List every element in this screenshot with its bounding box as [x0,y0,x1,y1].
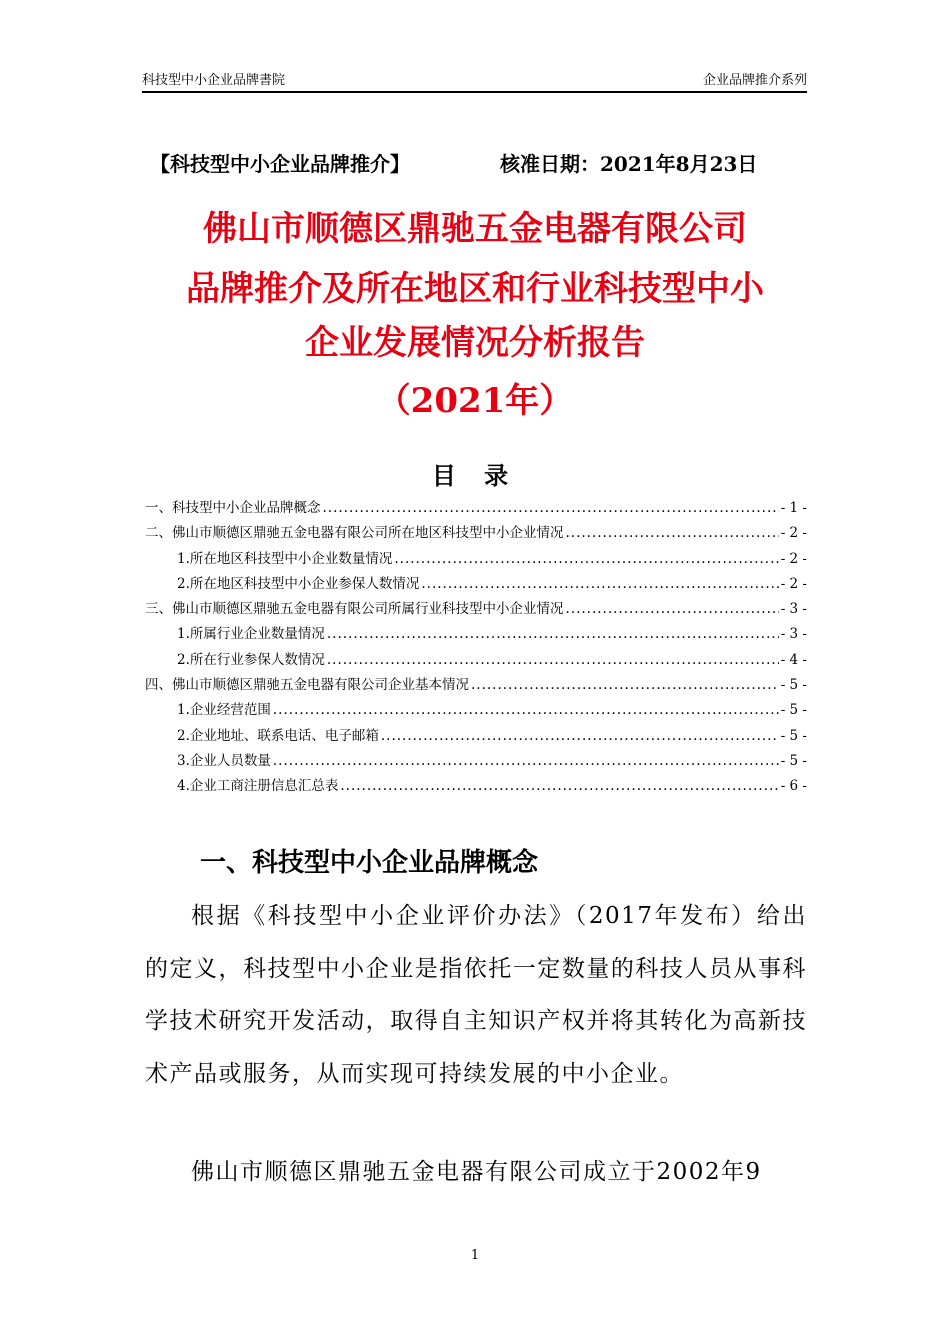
body-paragraph: 佛山市顺德区鼎驰五金电器有限公司成立于2002年9 [191,1159,762,1185]
toc-item[interactable]: 一、科技型中小企业品牌概念 ..... - 1 - [145,496,807,521]
toc-leader [323,500,779,516]
category-label: 【科技型中小企业品牌推介】 [150,152,410,176]
toc-leader [327,652,779,668]
toc-leader [566,601,779,617]
toc-leader [394,551,778,567]
toc-leader [471,677,779,693]
toc-item[interactable]: 1.企业经营范围 ..... - 5 - [145,698,807,723]
toc-item[interactable]: 2.所在地区科技型中小企业参保人数情况 ..... - 2 - [145,572,807,597]
toc-leader [273,753,779,769]
toc-item[interactable]: 3.企业人员数量 ..... - 5 - [145,749,807,774]
toc-leader [327,626,779,642]
header-right: 企业品牌推介系列 [702,73,807,88]
toc-item[interactable]: 三、佛山市顺德区鼎驰五金电器有限公司所属行业科技型中小企业情况 ..... - 3 - [145,597,807,622]
toc-item[interactable]: 2.所在行业参保人数情况 ..... - 4 - [145,648,807,673]
toc-item[interactable]: 2.企业地址、联系电话、电子邮箱 ..... - 5 - [145,724,807,749]
toc-item[interactable]: 1.所属行业企业数量情况 ..... - 3 - [145,622,807,647]
header-left: 科技型中小企业品牌書院 [142,73,286,88]
toc-leader [273,702,779,718]
toc-leader [421,576,778,592]
section-heading: 一、科技型中小企业品牌概念 [200,848,539,878]
table-of-contents [145,496,807,800]
title-year: （2021年） [376,381,574,421]
toc-leader [340,778,778,794]
approval-date: 核准日期：2021年8月23日 [500,152,758,176]
toc-item[interactable]: 4.企业工商注册信息汇总表 ..... - 6 - [145,774,807,799]
toc-heading: 目 录 [431,462,519,490]
title-line-3: 企业发展情况分析报告 [305,323,645,363]
toc-item[interactable]: 1.所在地区科技型中小企业数量情况 ..... - 2 - [145,547,807,572]
toc-item[interactable]: 二、佛山市顺德区鼎驰五金电器有限公司所在地区科技型中小企业情况 ..... - 2 - [145,521,807,546]
title-line-2: 品牌推介及所在地区和行业科技型中小 [186,269,764,309]
toc-leader [566,525,779,541]
toc-item[interactable]: 四、佛山市顺德区鼎驰五金电器有限公司企业基本情况 ..... - 5 - [145,673,807,698]
body-paragraph: 根据《科技型中小企业评价办法》（2017年发布）给出的定义，科技型中小企业是指依托一定数量的科技人员从事科学技术研究开发活动，取得自主知识产权并将其转化为高新技术产品或服务，从而实现可持续发展的中小企业。 [145,903,807,1087]
toc-leader [381,728,779,744]
page-header [142,66,807,93]
title-line-1: 佛山市顺德区鼎驰五金电器有限公司 [203,209,747,249]
page-number: 1 [470,1248,480,1263]
